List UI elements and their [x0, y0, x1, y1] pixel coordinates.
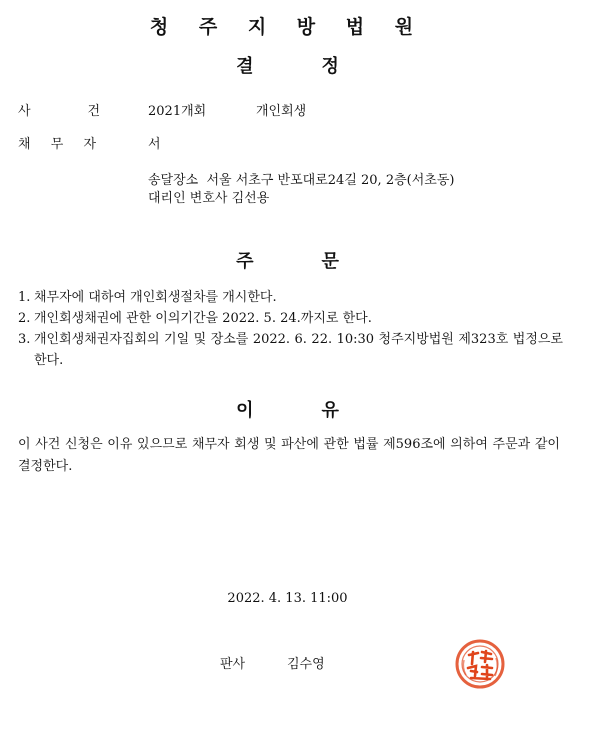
order-number: 1. [18, 290, 31, 305]
service-address: 송달장소 서울 서초구 반포대로24길 20, 2층(서초동) [148, 173, 455, 188]
reason-heading-char: 이 [236, 400, 254, 421]
document-title-char: 정 [321, 56, 339, 77]
case-label-char: 사 [18, 104, 31, 119]
document-title-char: 결 [236, 56, 254, 77]
order-text: 채무자에 대하여 개인회생절차를 개시한다. [34, 290, 277, 305]
order-item [18, 308, 563, 329]
case-number: 2021개회 [148, 104, 207, 119]
order-number: 2. [18, 311, 31, 326]
order-text: 개인회생채권에 관한 이의기간을 2022. 5. 24.까지로 한다. [34, 311, 372, 326]
order-number: 3. [18, 332, 31, 347]
order-list [18, 287, 563, 371]
decision-date: 2022. 4. 13. 11:00 [227, 591, 348, 606]
order-text: 개인회생채권자집회의 기일 및 장소를 2022. 6. 22. 10:30 청주지방법원 제323호 법정으로 한다. [34, 332, 563, 368]
reason-heading-char: 유 [321, 400, 339, 421]
court-name: 청 주 지 방 법 원 [149, 16, 426, 38]
case-label-char: 건 [87, 104, 100, 119]
judge-name: 김수영 [287, 657, 325, 672]
debtor-label [18, 133, 96, 152]
debtor-label-char: 채 [18, 137, 31, 152]
legal-agent: 대리인 변호사 김선용 [148, 191, 270, 206]
reason-text: 이 사건 신청은 이유 있으므로 채무자 회생 및 파산에 관한 법률 제596조에 의하여 주문과 같이 결정한다. [18, 437, 560, 474]
order-heading-char: 주 [236, 251, 254, 272]
court-seal-icon [454, 638, 506, 690]
order-item [18, 287, 563, 308]
debtor-label-char: 무 [50, 137, 64, 152]
judge-title: 판사 [220, 657, 246, 672]
order-item [18, 329, 563, 371]
case-label [18, 100, 100, 119]
debtor-name: 서 [148, 137, 161, 152]
case-type: 개인회생 [256, 104, 307, 119]
seal-strokes [457, 641, 503, 687]
order-heading [0, 247, 575, 273]
debtor-label-char: 자 [83, 137, 96, 152]
document-title [0, 52, 575, 78]
order-heading-char: 문 [321, 251, 339, 272]
reason-heading [0, 396, 575, 422]
